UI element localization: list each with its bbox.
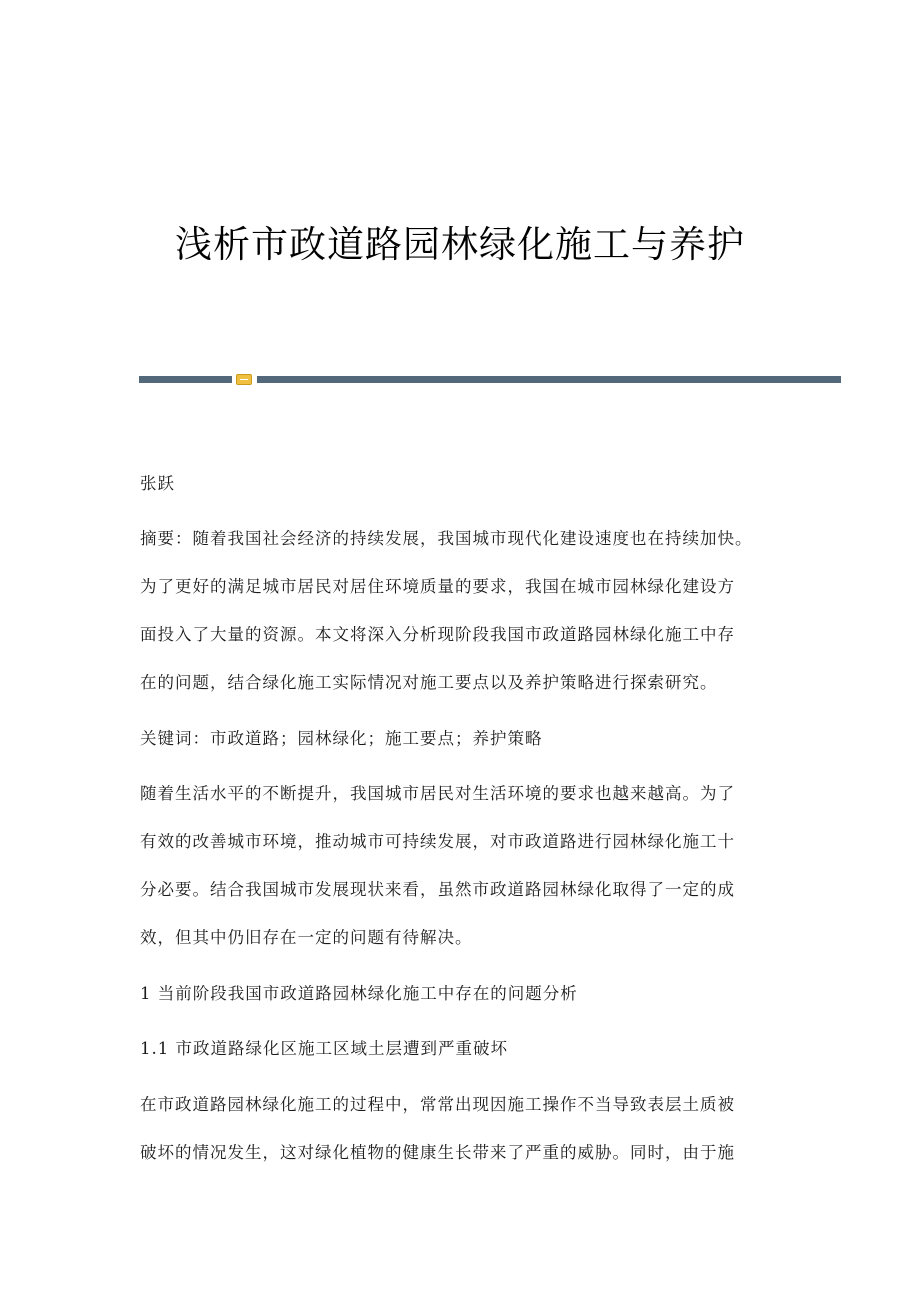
divider-emblem-icon [236,374,252,385]
intro-line: 效，但其中仍旧存在一定的问题有待解决。 [140,928,473,947]
divider-bar-right [257,376,841,383]
body-line: 在市政道路园林绿化施工的过程中，常常出现因施工操作不当导致表层土质被 [140,1095,735,1114]
intro-line: 随着生活水平的不断提升，我国城市居民对生活环境的要求也越来越高。为了 [140,784,735,803]
subsection-heading: 1.1 市政道路绿化区施工区域土层遭到严重破坏 [140,1039,508,1058]
keywords: 关键词：市政道路；园林绿化；施工要点；养护策略 [140,729,543,748]
abstract-line: 为了更好的满足城市居民对居住环境质量的要求，我国在城市园林绿化建设方 [140,577,735,596]
title-divider [139,374,841,386]
body-line: 破坏的情况发生，这对绿化植物的健康生长带来了严重的威胁。同时，由于施 [140,1143,735,1162]
abstract-line: 摘要：随着我国社会经济的持续发展，我国城市现代化建设速度也在持续加快。 [140,529,753,548]
intro-line: 分必要。结合我国城市发展现状来看，虽然市政道路园林绿化取得了一定的成 [140,880,735,899]
section-heading: 1 当前阶段我国市政道路园林绿化施工中存在的问题分析 [140,984,578,1003]
intro-line: 有效的改善城市环境，推动城市可持续发展，对市政道路进行园林绿化施工十 [140,832,735,851]
abstract-line: 面投入了大量的资源。本文将深入分析现阶段我国市政道路园林绿化施工中存 [140,625,735,644]
abstract-line: 在的问题，结合绿化施工实际情况对施工要点以及养护策略进行探索研究。 [140,673,718,692]
author: 张跃 [140,474,175,493]
document-title: 浅析市政道路园林绿化施工与养护 [175,223,745,266]
divider-bar-left [139,376,232,383]
